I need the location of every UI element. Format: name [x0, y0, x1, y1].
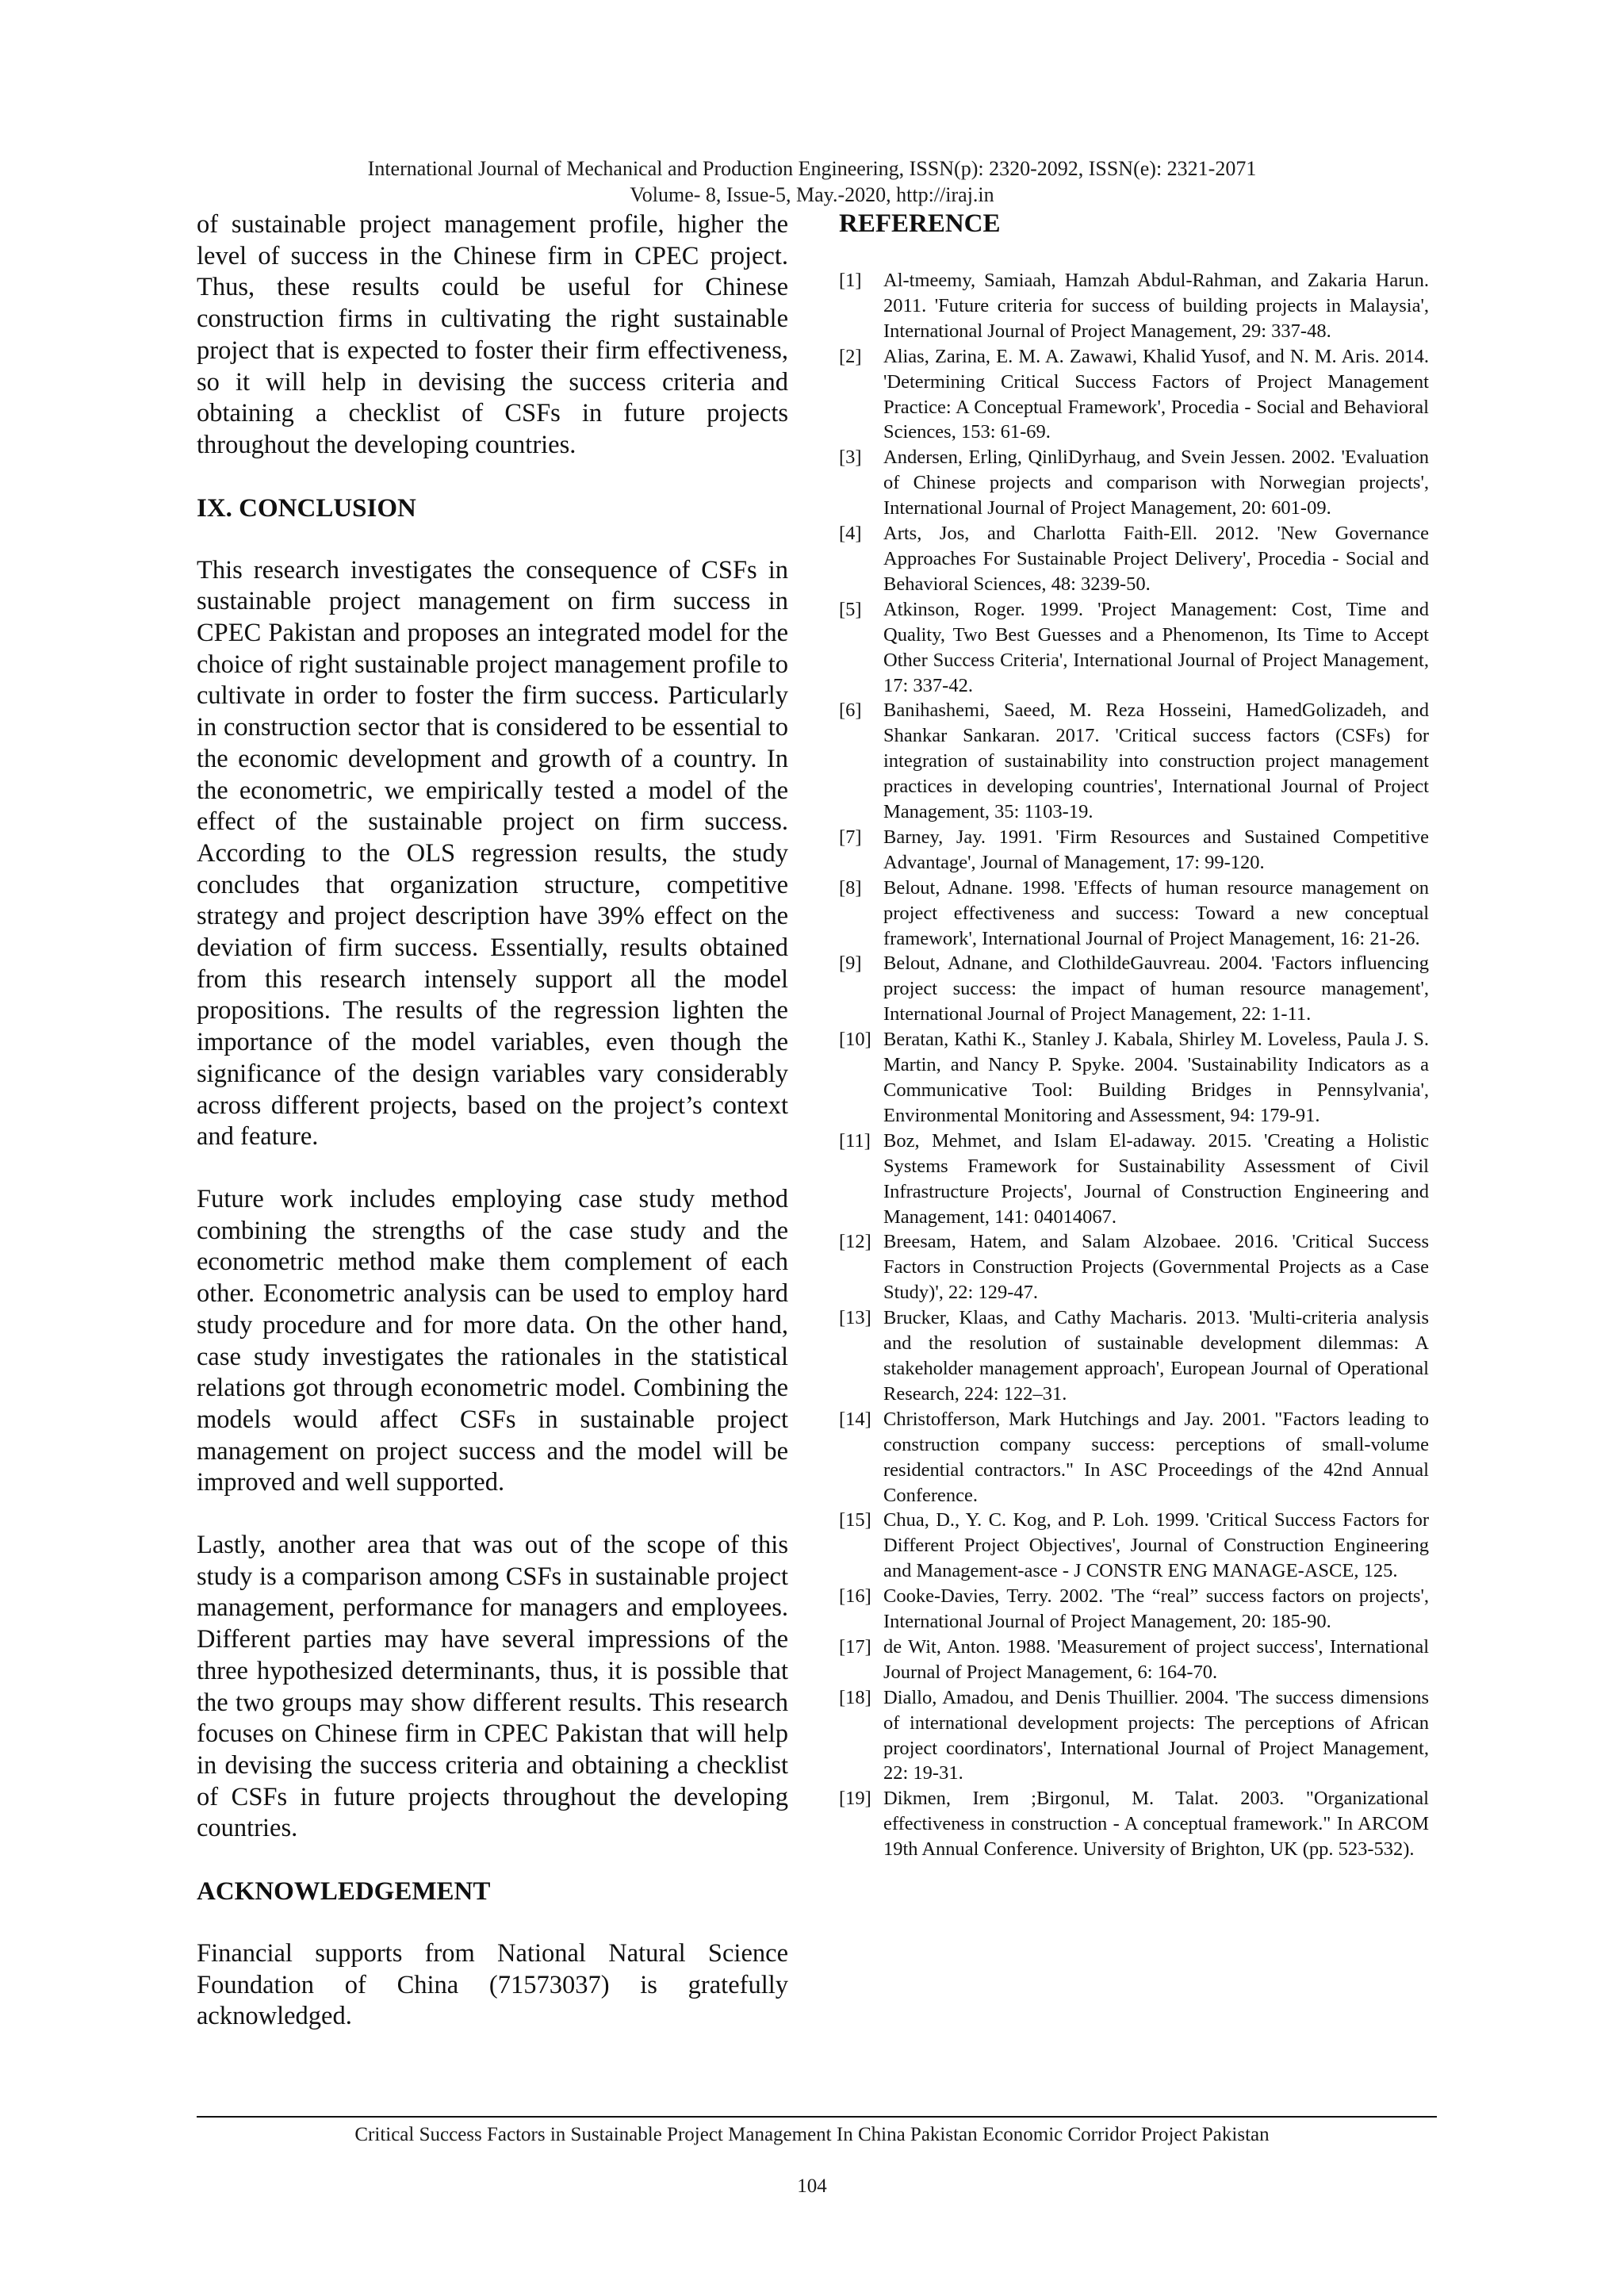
reference-text: Belout, Adnane, and ClothildeGauvreau. 2004. 'Factors influencing project success: the impact of human resource management', International Journal of Project Management, 22: 1-11.	[883, 953, 1429, 1025]
footer-title: Critical Success Factors in Sustainable Project Management In China Pakistan Economic Corridor Project Pakistan	[354, 2124, 1270, 2145]
conclusion-paragraph-2: Future work includes employing case study method combining the strengths of the case study and the econometric method make them complement of each other. Econometric analysis can be used to employ hard study procedure and for more data. On the other hand, case study investigates the rationales in the statistical relations got through econometric model. Combining the models would affect CSFs in sustainable project management on project success and the model will be improved and well supported.	[197, 1184, 788, 1497]
reference-number: [11]	[839, 1129, 871, 1152]
intro-paragraph: of sustainable project management profile, higher the level of success in the Chinese firm in CPEC project. Thus, these results could be useful for Chinese construction firms in cultivating the right sustainable project that is expected to foster their firm effectiveness, so it will help in devising the success criteria and obtaining a checklist of CSFs in future projects throughout the developing countries.	[197, 210, 788, 459]
reference-number: [17]	[839, 1635, 871, 1658]
right-column	[834, 208, 1429, 1862]
reference-number: [5]	[839, 598, 862, 620]
reference-number: [3]	[839, 447, 862, 469]
reference-text: Chua, D., Y. C. Kog, and P. Loh. 1999. 'Critical Success Factors for Different Project Objectives', Journal of Construction Engineering and Management-asce - J CONSTR ENG MANAGE-ASCE, 125.	[883, 1509, 1429, 1582]
reference-text: Atkinson, Roger. 1999. 'Project Management: Cost, Time and Quality, Two Best Guesses and a Phenomenon, Its Time to Accept Other Success Criteria', International Journal of Project Management, 17: 337-42.	[883, 598, 1429, 696]
journal-header-line-1: International Journal of Mechanical and Production Engineering, ISSN(p): 2320-2092, ISSN(e): 2321-2071	[367, 157, 1257, 180]
reference-text: Christofferson, Mark Hutchings and Jay. 2001. "Factors leading to construction company success: perceptions of small-volume residential contractors." In ASC Proceedings of the 42nd Annual Conference.	[883, 1408, 1429, 1506]
reference-item	[834, 268, 1429, 344]
reference-item	[834, 521, 1429, 597]
reference-item	[834, 1685, 1429, 1787]
journal-header-line-2: Volume- 8, Issue-5, May.-2020, http://iraj.in	[630, 183, 994, 206]
reference-item	[834, 1635, 1429, 1685]
reference-number: [7]	[839, 826, 862, 848]
reference-number: [10]	[839, 1029, 871, 1051]
reference-number: [4]	[839, 523, 862, 545]
reference-item	[834, 1027, 1429, 1129]
reference-text: Breesam, Hatem, and Salam Alzobaee. 2016. 'Critical Success Factors in Construction Projects (Governmental Projects as a Case Study)', 22: 129-47.	[883, 1231, 1429, 1304]
reference-item	[834, 825, 1429, 876]
footer-divider	[197, 2116, 1437, 2118]
reference-item	[834, 1508, 1429, 1584]
reference-text: Belout, Adnane. 1998. 'Effects of human resource management on project effectiveness and success: Toward a new conceptual framework', International Journal of Project Management, 16: 21-26.	[883, 876, 1429, 949]
reference-list	[834, 268, 1429, 1862]
reference-heading: REFERENCE	[839, 209, 1001, 238]
acknowledgement-paragraph: Financial supports from National Natural Science Foundation of China (71573037) is gratefully acknowledged.	[197, 1939, 788, 2031]
reference-number: [6]	[839, 700, 862, 722]
reference-text: de Wit, Anton. 1988. 'Measurement of project success', International Journal of Project Management, 6: 164-70.	[883, 1635, 1429, 1683]
reference-text: Cooke-Davies, Terry. 2002. 'The “real” success factors on projects', International Journal of Project Management, 20: 185-90.	[883, 1585, 1429, 1633]
reference-text: Banihashemi, Saeed, M. Reza Hosseini, HamedGolizadeh, and Shankar Sankaran. 2017. 'Critical success factors (CSFs) for integration of sustainability into construction project management practices in developing countries', International Journal of Project Management, 35: 1103-19.	[883, 700, 1429, 823]
reference-number: [18]	[839, 1686, 871, 1708]
reference-number: [2]	[839, 345, 862, 367]
reference-item	[834, 876, 1429, 952]
reference-number: [19]	[839, 1788, 871, 1810]
reference-item	[834, 1407, 1429, 1508]
reference-number: [16]	[839, 1585, 871, 1608]
conclusion-paragraph-3: Lastly, another area that was out of the scope of this study is a comparison among CSFs in sustainable project management, performance for managers and employees. Different parties may have several impressions of the three hypothesized determinants, thus, it is possible that the two groups may show different results. This research focuses on Chinese firm in CPEC Pakistan that will help in devising the success criteria and obtaining a checklist of CSFs in future projects throughout the developing countries.	[197, 1531, 788, 1843]
reference-number: [12]	[839, 1231, 871, 1253]
conclusion-heading: IX. CONCLUSION	[197, 493, 416, 523]
acknowledgement-heading: ACKNOWLEDGEMENT	[197, 1877, 491, 1907]
reference-number: [15]	[839, 1509, 871, 1531]
reference-text: Boz, Mehmet, and Islam El-adaway. 2015. 'Creating a Holistic Systems Framework for Sustainability Assessment of Civil Infrastructure Projects', Journal of Construction Engineering and Management, 141: 04014067.	[883, 1129, 1429, 1228]
reference-number: [1]	[839, 270, 862, 291]
journal-header	[0, 155, 1624, 208]
reference-item	[834, 698, 1429, 825]
reference-text: Al-tmeemy, Samiaah, Hamzah Abdul-Rahman, and Zakaria Harun. 2011. 'Future criteria for success of building projects in Malaysia', International Journal of Project Management, 29: 337-48.	[883, 270, 1429, 342]
conclusion-paragraph-1: This research investigates the consequence of CSFs in sustainable project management on firm success in CPEC Pakistan and proposes an integrated model for the choice of right sustainable project management profile to cultivate in order to foster the firm success. Particularly in construction sector that is considered to be essential to the economic development and growth of a country. In the econometric, we empirically tested a model of the effect of the sustainable project on firm success. According to the OLS regression results, the study concludes that organization structure, competitive strategy and project description have 39% effect on the deviation of firm success. Essentially, results obtained from this research intensely support all the model propositions. The results of the regression lighten the importance of the model variables, even though the significance of the design variables vary considerably across different projects, based on the project’s context and feature.	[197, 555, 788, 1152]
reference-number: [8]	[839, 876, 862, 899]
reference-item	[834, 1786, 1429, 1862]
reference-item	[834, 597, 1429, 699]
reference-text: Beratan, Kathi K., Stanley J. Kabala, Shirley M. Loveless, Paula J. S. Martin, and Nancy P. Spyke. 2004. 'Sustainability Indicators as a Communicative Tool: Building Bridges in Pennsylvania', Environmental Monitoring and Assessment, 94: 179-91.	[883, 1029, 1429, 1126]
reference-text: Brucker, Klaas, and Cathy Macharis. 2013. 'Multi-criteria analysis and the resolution of sustainable development dilemmas: A stakeholder management approach', European Journal of Operational Research, 224: 122–31.	[883, 1307, 1429, 1405]
left-column	[197, 209, 788, 2033]
reference-text: Arts, Jos, and Charlotta Faith-Ell. 2012. 'New Governance Approaches For Sustainable Project Delivery', Procedia - Social and Behavioral Sciences, 48: 3239-50.	[883, 523, 1429, 595]
reference-number: [14]	[839, 1408, 871, 1430]
reference-number: [13]	[839, 1307, 871, 1329]
reference-item	[834, 445, 1429, 521]
reference-text: Alias, Zarina, E. M. A. Zawawi, Khalid Yusof, and N. M. Aris. 2014. 'Determining Critical Success Factors of Project Management Practice: A Conceptual Framework', Procedia - Social and Behavioral Sciences, 153: 61-69.	[883, 345, 1429, 443]
reference-item	[834, 951, 1429, 1027]
reference-item	[834, 1584, 1429, 1635]
page-number: 104	[797, 2175, 827, 2197]
reference-item	[834, 344, 1429, 446]
reference-text: Andersen, Erling, QinliDyrhaug, and Svein Jessen. 2002. 'Evaluation of Chinese projects and comparison with Norwegian projects', International Journal of Project Management, 20: 601-09.	[883, 447, 1429, 519]
reference-text: Dikmen, Irem ;Birgonul, M. Talat. 2003. "Organizational effectiveness in construction - A conceptual framework." In ARCOM 19th Annual Conference. University of Brighton, UK (pp. 523-532).	[883, 1788, 1429, 1861]
reference-item	[834, 1305, 1429, 1407]
reference-item	[834, 1229, 1429, 1305]
reference-number: [9]	[839, 953, 862, 975]
reference-text: Barney, Jay. 1991. 'Firm Resources and Sustained Competitive Advantage', Journal of Management, 17: 99-120.	[883, 826, 1429, 873]
reference-item	[834, 1129, 1429, 1230]
reference-text: Diallo, Amadou, and Denis Thuillier. 2004. 'The success dimensions of international development projects: The perceptions of African project coordinators', International Journal of Project Management, 22: 19-31.	[883, 1686, 1429, 1784]
